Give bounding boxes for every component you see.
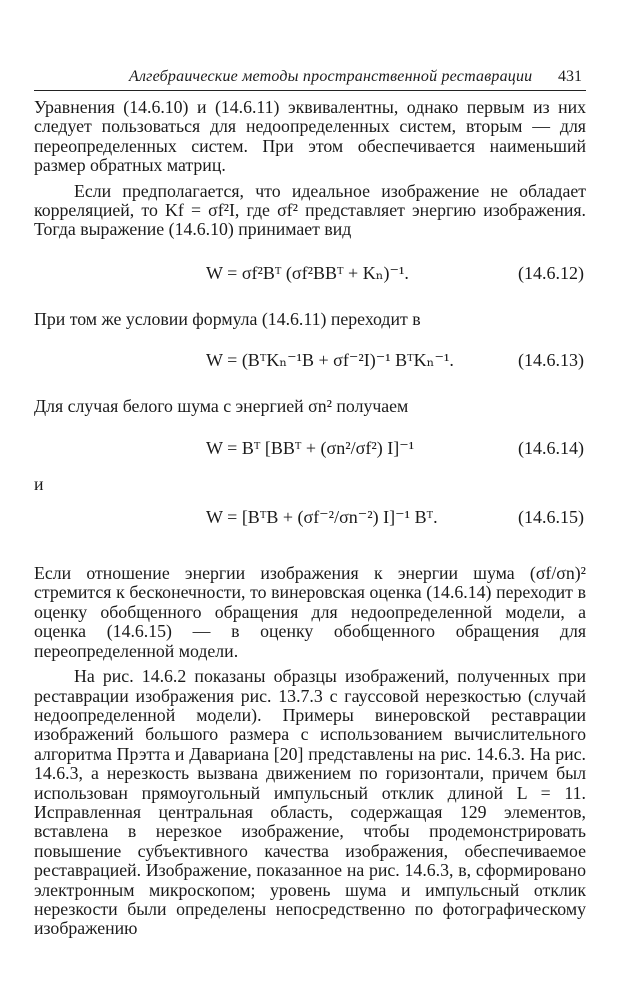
page-body <box>34 98 586 939</box>
equation-14-6-13 <box>34 339 586 385</box>
equation-14-6-15 <box>34 496 586 542</box>
equation-expression: W = Bᵀ [BBᵀ + (σn²/σf²) I]⁻¹ <box>206 437 415 458</box>
paragraph-2: Если предполагается, что идеальное изображение не обладает корреляцией, то Kf = σf²I, где σf² представляет энергию изображения. Тогда выражение (14.6.10) принимает вид <box>34 180 586 240</box>
equation-expression: W = [BᵀB + (σf⁻²/σn⁻²) I]⁻¹ Bᵀ. <box>206 507 438 528</box>
equation-14-6-12 <box>34 252 586 298</box>
page-number: 431 <box>558 68 582 85</box>
equation-expression: W = σf²Bᵀ (σf²BBᵀ + Kₙ)⁻¹. <box>206 262 409 283</box>
paragraph-5: и <box>34 473 44 494</box>
paragraph-4: Для случая белого шума с энергией σn² получаем <box>34 396 409 417</box>
paragraph-6: Если отношение энергии изображения к энергии шума (σf/σn)² стремится к бесконечности, то винеровская оценка (14.6.14) переходит в оценку обобщенного обращения для недоопределенной модели, а оценка (14.6.15) — в оценку обобщенного обращения для переопределенной модели. <box>34 563 586 661</box>
running-header <box>34 66 586 91</box>
equation-number: (14.6.13) <box>518 350 584 371</box>
header-title: Алгебраические методы пространственной реставрации <box>129 68 533 85</box>
equation-number: (14.6.14) <box>518 437 584 458</box>
equation-number: (14.6.12) <box>518 262 584 283</box>
paragraph-7: На рис. 14.6.2 показаны образцы изображений, полученных при реставрации изображения рис. 13.7.3 с гауссовой нерезкостью (случай недоопределенной модели). Примеры винеровской реставрации изображений большого размера с использованием вычислительного алгоритма Прэтта и Давариана [20] представлены на рис. 14.6.3. На рис. 14.6.3, а нерезкость вызвана движением по горизонтали, причем был использован прямоугольный импульсный отклик длиной L = 11. Исправленная центральная область, содержащая 129 элементов, вставлена в нерезкое изображение, чтобы продемонстрировать повышение субъективного качества изображения, обеспечиваемое реставрацией. Изображение, показанное на рис. 14.6.3, в, сформировано электронным микроскопом; уровень шума и импульсный отклик нерезкости были определены непосредственно по фотографическому изображению <box>34 666 586 939</box>
paragraph-3: При том же условии формула (14.6.11) переходит в <box>34 308 421 329</box>
paragraph-1: Уравнения (14.6.10) и (14.6.11) эквивалентны, однако первым из них следует пользоваться для недоопределенных систем, вторым — для переопределенных систем. При этом обеспечивается наименьший размер обратных матриц. <box>34 97 586 176</box>
equation-14-6-14 <box>34 427 586 473</box>
equation-number: (14.6.15) <box>518 507 584 528</box>
equation-expression: W = (BᵀKₙ⁻¹B + σf⁻²I)⁻¹ BᵀKₙ⁻¹. <box>206 350 454 371</box>
